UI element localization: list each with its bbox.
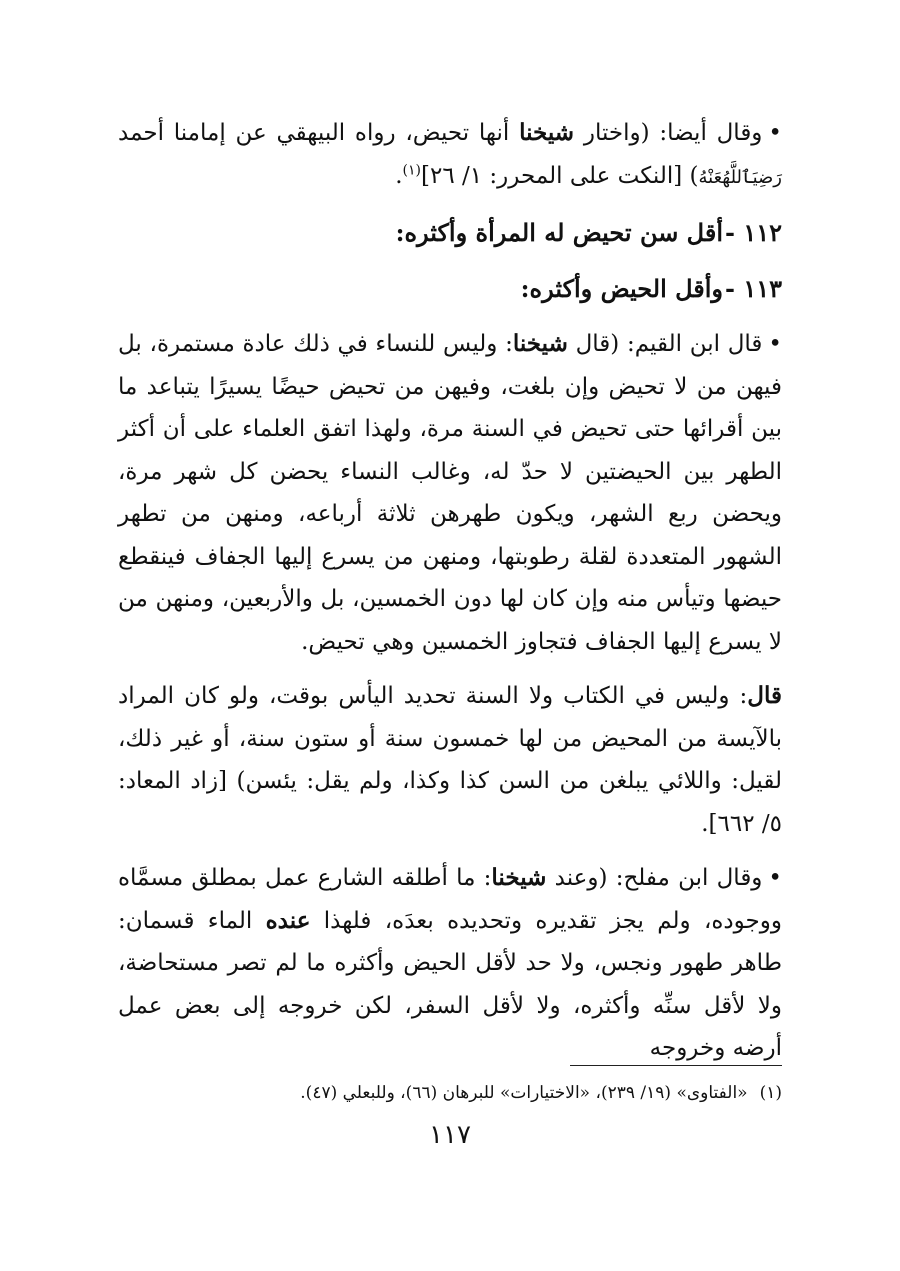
section-title-113: وأقل الحيض وأكثره: [520,274,723,303]
footnote [118,1078,782,1108]
honorific-phrase: رَضِيَٱللَّهُعَنْهُ [698,166,782,188]
paragraph-1-text-c: ) [النكت على المحرر: ١/ ٢٦] [420,162,699,189]
paragraph-1-text-b: أنها تحيض، رواه البيهقي عن إمامنا أحمد [118,120,520,146]
paragraph-1-bold-a: شيخنا [519,119,575,146]
footnote-separator [570,1065,782,1066]
paragraph-3-bold-a: قال [747,682,782,709]
footnote-reference: (١) [402,161,421,178]
paragraph-3-text-a: : وليس في الكتاب ولا السنة تحديد اليأس بوقت، ولو كان المراد بالآيسة من المحيض من لها خمسون سنة أو ستون سنة، أو غير ذلك، لقيل: واللائي يبلغن من السن كذا وكذا، ولم يقل: يئسن) [زاد المعاد: ٥/ ٦٦٢]. [118,683,782,837]
paragraph-2 [118,323,782,663]
footnote-number: (١) [759,1083,782,1103]
paragraph-4-text-b: : ما أطلقه الشارع عمل بمطلق مسمَّاه ووجوده، ولم يجز تقديره وتحديده بعدَه، فلهذا [118,865,782,934]
section-title-112: أقل سن تحيض له المرأة وأكثره: [395,218,723,247]
paragraph-2-bold-a: شيخنا [512,330,568,357]
section-number-112: ١١٢ - [725,218,782,247]
footnote-text: «الفتاوى» (١٩/ ٢٣٩)، «الاختيارات» للبرهان (٦٦)، وللبعلي (٤٧). [300,1083,748,1103]
paragraph-4 [118,857,782,1070]
paragraph-2-text-a: قال ابن القيم: (قال [567,331,763,357]
main-text [118,112,782,1082]
paragraph-3 [118,675,782,845]
bullet-marker: • [768,865,782,891]
section-heading-113 [118,267,782,311]
paragraph-2-text-b: : وليس للنساء في ذلك عادة مستمرة، بل فيهن من لا تحيض وإن بلغت، وفيهن من تحيض حيضًا يسيرًا يتباعد ما بين أقرائها حتى تحيض في السنة مرة، ولهذا اتفق العلماء على أن أكثر الطهر بين الحيضتين لا حدّ له، وغالب النساء يحضن كل شهر مرة، ويحضن ربع الشهر، ويكون طهرهن ثلاثة أرباعه، ومنهن من تطهر الشهور المتعددة لقلة رطوبتها، ومنهن من يسرع إليها الجفاف فينقطع حيضها وتيأس منه وإن كان لها دون الخمسين، بل والأربعين، ومنهن من لا يسرع إليها الجفاف فتجاوز الخمسين وهي تحيض. [118,331,782,655]
section-heading-112 [118,211,782,255]
paragraph-1-text-d: . [395,162,403,189]
bullet-marker: • [768,120,782,146]
bullet-marker: • [768,331,782,357]
section-number-113: ١١٣ - [725,274,782,303]
page-number: ١١٧ [429,1120,471,1150]
paragraph-1-text-a: وقال أيضا: (واختار [574,120,763,146]
paragraph-4-bold-a: شيخنا [491,864,547,891]
paragraph-1 [118,112,782,199]
paragraph-4-text-a: وقال ابن مفلح: (وعند [546,865,763,891]
paragraph-4-bold-b: عنده [265,906,311,934]
paragraph-4-text-c: الماء قسمان: طاهر طهور ونجس، ولا حد لأقل الحيض وأكثره ما لم تصر مستحاضة، ولا لأقل سنِّه وأكثره، ولا لأقل السفر، لكن خروجه إلى بعض عمل أرضه وخروجه [118,907,782,1061]
